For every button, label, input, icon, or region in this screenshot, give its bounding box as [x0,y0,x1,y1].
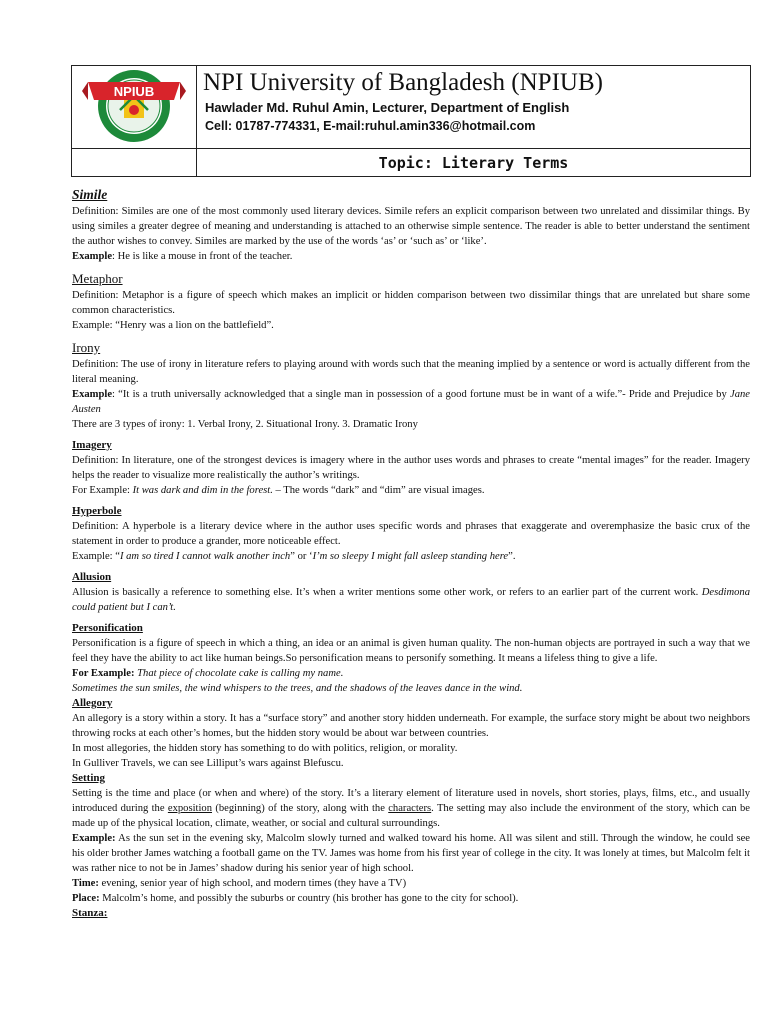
allusion-text-italic: Desdimona could patient but I can’t. [72,587,750,613]
lecturer-title: Lecturer [372,100,424,115]
hyperbole-example-label: Example: “ [72,551,120,562]
simile-example-text: : He is like a mouse in front of the teacher. [112,251,293,262]
hyperbole-example-end: ”. [508,551,516,562]
lecturer-name: Hawlader Md. Ruhul Amin, [205,100,373,115]
irony-types: There are 3 types of irony: 1. Verbal Irony, 2. Situational Irony. 3. Dramatic Irony [72,419,418,430]
heading-personification: Personification [72,622,143,634]
heading-irony: Irony [72,340,101,355]
setting-text-b: (beginning) of the story, along with the [212,803,389,814]
hyperbole-example-italic1: I am so tired I cannot walk another inch [119,551,291,562]
topic-row [72,148,750,176]
setting-time-label: Time: [72,878,99,889]
heading-setting: Setting [72,772,105,784]
lecturer-line [205,100,569,115]
imagery-example [72,483,750,498]
imagery-example-rest: – The words “dark” and “dim” are visual images. [272,485,485,496]
irony-definition: Definition: The use of irony in literature refers to playing around with words such that the meaning implied by a sentence or word is actually different from the literal meaning. [72,359,750,385]
logo-text: NPIUB [113,84,155,99]
document-body [72,186,750,921]
university-logo [72,66,197,148]
personification-example-line2 [72,681,750,696]
personification-example-italic: That piece of chocolate cake is calling my name. [137,668,344,679]
personification-text: Personification is a figure of speech in which a thing, an idea or an animal is given human quality. The non-human objects are portrayed in such a way that we feel they have the ability to act like human beings.So personification means to personify something. It means a lifeless thing to give a life. [72,638,750,664]
header-info [197,66,750,148]
irony-example-text: : “It is a truth universally acknowledged that a single man in possession of a good fortune must be in want of a wife.”- Pride and Prejudice by [112,389,730,400]
irony-example-label: Example [72,389,113,400]
allegory-line2: In most allegories, the hidden story has something to do with politics, religion, or morality. [72,743,458,754]
simile-definition: Definition: Similes are one of the most commonly used literary devices. Simile refers an explicit comparison between two unrelated and dissimilar things. By using similes a greater degree of meaning and understanding is attached to an otherwise simple sentence. The reader is able to better understand the sentiment the author wishes to convey. Similes are marked by the use of the words ‘as’ or ‘such as’ or ‘like’. [72,206,750,247]
irony-example-author: Jane Austen [72,389,750,415]
imagery-example-label: For Example: [72,485,133,496]
topic-title: Topic: Literary Terms [378,154,569,172]
simile-example [72,249,750,264]
setting-text-c: . The setting may also include the environment of the story, which can be made up of the physical location, climate, weather, or social and cultural surroundings. [72,803,750,829]
imagery-definition: Definition: In literature, one of the strongest devices is imagery where in the author uses words and phrases to create “mental images” for the reader. Imagery helps the reader to visualize more realistically the author’s writings. [72,455,750,481]
setting-place [72,891,750,906]
topic-row-left [72,149,197,176]
metaphor-example: Example: “Henry was a lion on the battlefield”. [72,320,274,331]
imagery-example-italic: It was dark and dim in the forest. [132,485,273,496]
lecturer-dept: , Department of English [423,100,570,115]
setting-link-exposition: exposition [167,803,213,814]
setting-text-a: Setting is the time and place (or when and where) of the story. It’s a literary element of literature used in novels, short stories, plays, films, etc., and usually introduced during the [72,788,750,814]
setting-place-label: Place: [72,893,100,904]
contact-line: Cell: 01787-774331, E-mail:ruhul.amin336@hotmail.com [205,119,536,133]
heading-allusion: Allusion [72,571,112,583]
simile-example-label: Example [72,251,113,262]
setting-example [72,831,750,876]
document-header [71,65,751,177]
allegory-text: An allegory is a story within a story. It has a “surface story” and another story hidden underneath. For example, the surface story might be about two neighbors throwing rocks at each other’s homes, but the hidden story would be about war between countries. [72,713,750,739]
heading-hyperbole: Hyperbole [72,505,122,517]
hyperbole-example-italic2: I’m so sleepy I might fall asleep standing here [312,551,509,562]
heading-simile: Simile [72,187,108,202]
npiub-logo-icon [72,66,194,146]
irony-example [72,387,750,417]
heading-allegory: Allegory [72,697,113,709]
setting-place-text: Malcolm’s home, and possibly the suburbs or country (his brother has gone to the city for school). [99,893,519,904]
setting-link-characters: characters [388,803,432,814]
personification-example [72,666,750,681]
setting-example-label: Example: [72,833,116,844]
hyperbole-example [72,549,750,564]
heading-stanza: Stanza: [72,907,108,919]
setting-time-text: evening, senior year of high school, and modern times (they have a TV) [98,878,407,889]
heading-imagery: Imagery [72,439,112,451]
personification-example-label: For Example: [72,668,138,679]
heading-metaphor: Metaphor [72,271,123,286]
personification-example-line2-text: Sometimes the sun smiles, the wind whispers to the trees, and the shadows of the leaves dance in the wind. [72,683,523,694]
metaphor-definition: Definition: Metaphor is a figure of speech which makes an implicit or hidden comparison between two dissimilar things that are unrelated but share some common characteristics. [72,290,750,316]
hyperbole-example-mid: ” or ‘ [290,551,313,562]
setting-time [72,876,750,891]
setting-text [72,786,750,831]
hyperbole-definition: Definition: A hyperbole is a literary device where in the author uses specific words and phrases that exaggerate and overemphasize the basic crux of the statement in order to produce a grander, more noticeable effect. [72,521,750,547]
allusion-text [72,585,750,615]
university-name: NPI University of Bangladesh (NPIUB) [203,69,603,96]
setting-example-text: As the sun set in the evening sky, Malcolm slowly turned and walked toward his home. All was silent and still. Through the window, he could see his older brother James watching a football game on the TV. James was home from his first year of college in the city. It was lonely at times, but Malcolm felt it was rather nice to not be in James’ shadow during his senior year of high school. [72,833,750,874]
allegory-line3: In Gulliver Travels, we can see Lilliput’s wars against Blefuscu. [72,758,344,769]
allusion-text-main: Allusion is basically a reference to something else. It’s when a writer mentions some other work, or refers to an earlier part of the current work. [72,587,702,598]
